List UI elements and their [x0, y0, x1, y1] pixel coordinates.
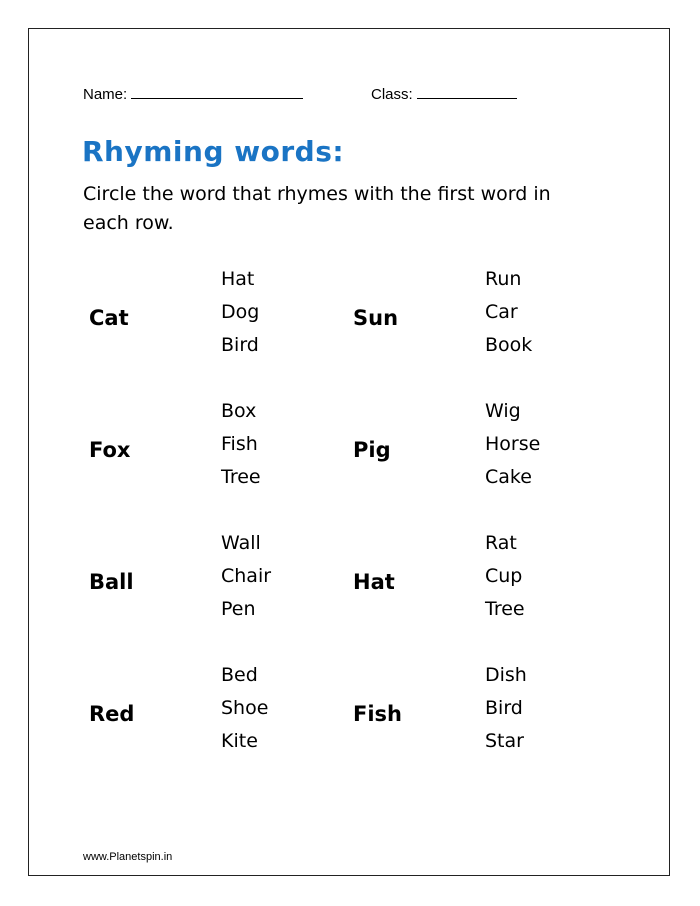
option-word[interactable]: Tree: [221, 466, 261, 488]
option-word[interactable]: Bird: [485, 697, 523, 719]
option-word[interactable]: Chair: [221, 565, 272, 587]
rhyme-group-pig: [353, 400, 613, 510]
option-word[interactable]: Horse: [485, 433, 541, 455]
target-word: Sun: [353, 306, 399, 330]
rhyme-group-hat: [353, 532, 613, 642]
option-word[interactable]: Wall: [221, 532, 261, 554]
name-label: Name:: [83, 86, 128, 103]
class-field: [371, 85, 517, 103]
instructions-text: Circle the word that rhymes with the first word in each row.: [83, 183, 551, 234]
option-word[interactable]: Pen: [221, 598, 256, 620]
rhyme-group-cat: [89, 268, 349, 378]
option-word[interactable]: Book: [485, 334, 533, 356]
class-blank-line[interactable]: [417, 85, 517, 99]
name-blank-line[interactable]: [131, 85, 303, 99]
option-word[interactable]: Cup: [485, 565, 523, 587]
target-word: Fish: [353, 702, 402, 726]
option-word[interactable]: Fish: [221, 433, 258, 455]
option-word[interactable]: Car: [485, 301, 518, 323]
rhyme-group-fish: [353, 664, 613, 774]
target-word: Pig: [353, 438, 391, 462]
target-word: Fox: [89, 438, 131, 462]
option-word[interactable]: Rat: [485, 532, 517, 554]
option-word[interactable]: Star: [485, 730, 524, 752]
target-word: Hat: [353, 570, 395, 594]
option-word[interactable]: Dish: [485, 664, 527, 686]
option-word[interactable]: Cake: [485, 466, 532, 488]
option-word[interactable]: Box: [221, 400, 257, 422]
option-word[interactable]: Tree: [485, 598, 525, 620]
option-word[interactable]: Bed: [221, 664, 258, 686]
footer-website: www.Planetspin.in: [83, 851, 173, 863]
option-word[interactable]: Bird: [221, 334, 259, 356]
worksheet-title: Rhyming words:: [82, 135, 345, 168]
target-word: Ball: [89, 570, 134, 594]
name-field: [83, 85, 303, 103]
rhyme-group-ball: [89, 532, 349, 642]
option-word[interactable]: Dog: [221, 301, 260, 323]
rhyme-group-sun: [353, 268, 613, 378]
class-label: Class:: [371, 86, 413, 103]
rhyme-group-red: [89, 664, 349, 774]
target-word: Cat: [89, 306, 129, 330]
option-word[interactable]: Wig: [485, 400, 521, 422]
option-word[interactable]: Hat: [221, 268, 255, 290]
option-word[interactable]: Kite: [221, 730, 258, 752]
target-word: Red: [89, 702, 135, 726]
option-word[interactable]: Shoe: [221, 697, 269, 719]
rhyme-group-fox: [89, 400, 349, 510]
option-word[interactable]: Run: [485, 268, 522, 290]
